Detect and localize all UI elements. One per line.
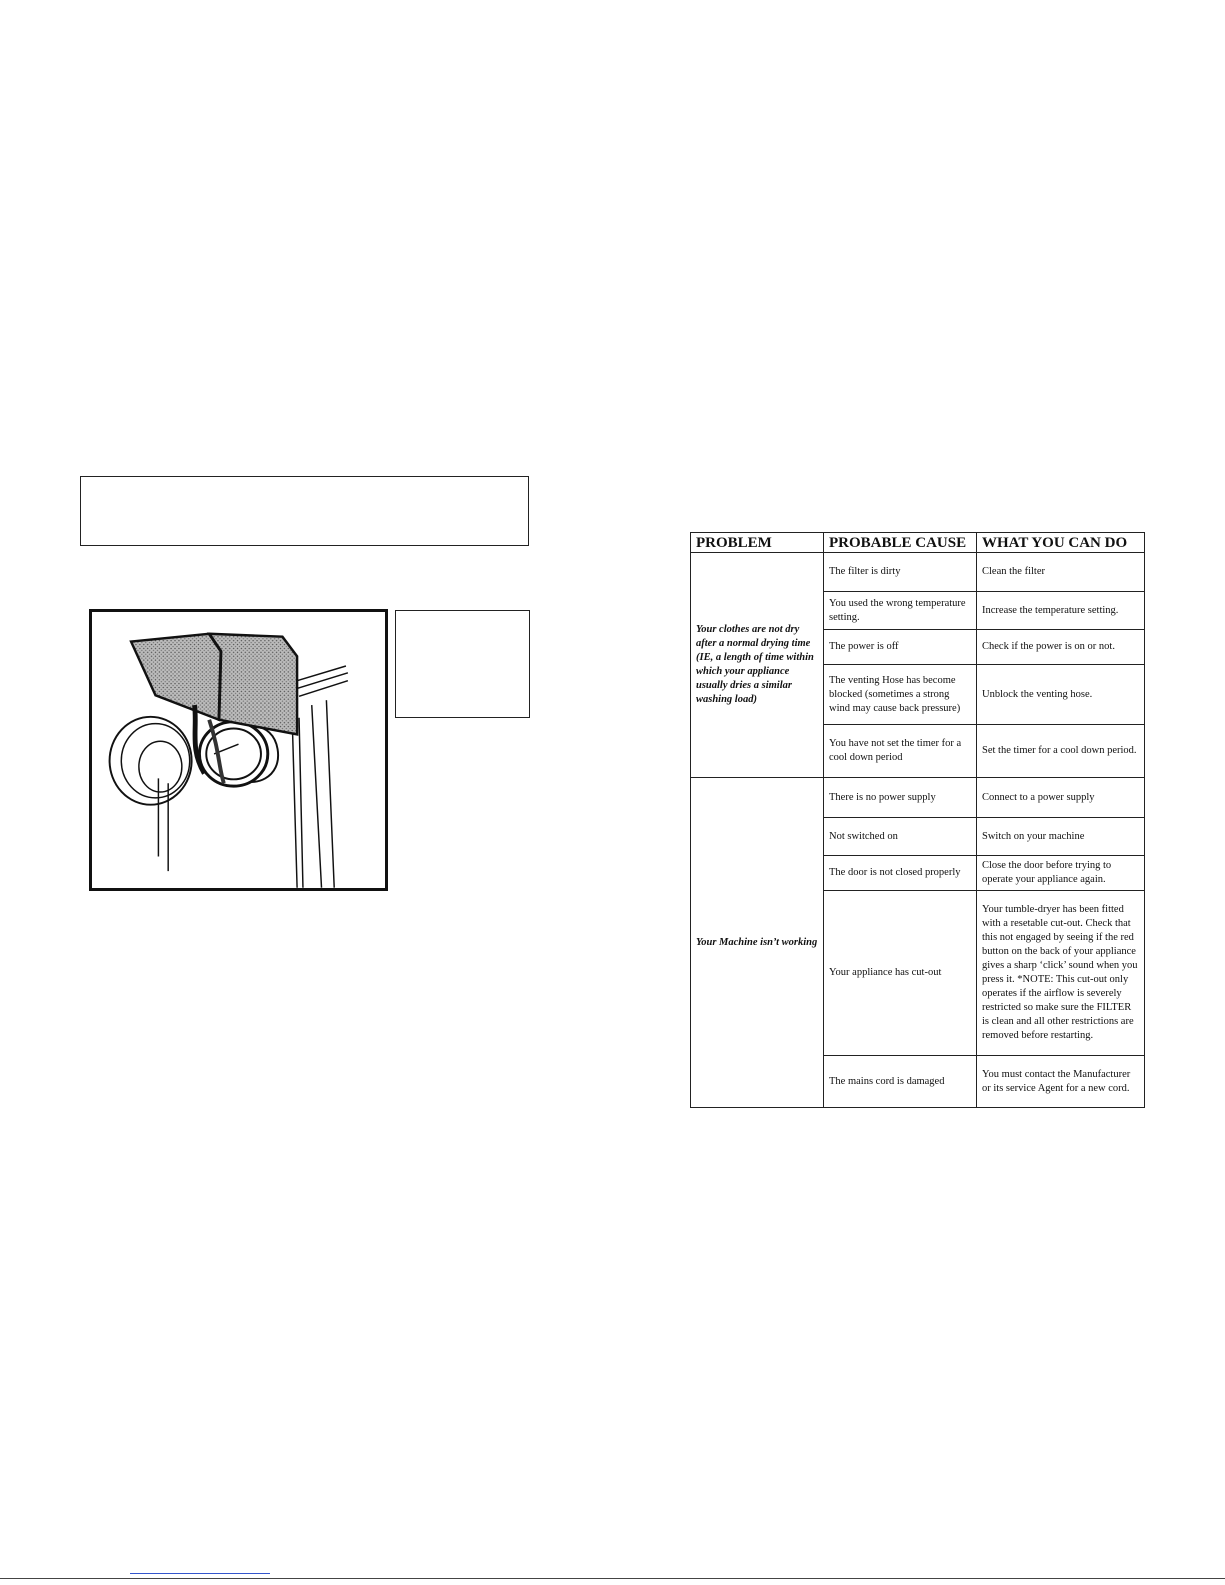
footer-link-underline[interactable] — [130, 1573, 270, 1574]
cause-cell: The filter is dirty — [824, 553, 977, 592]
action-cell: Close the door before trying to operate your appliance again. — [977, 856, 1145, 891]
cause-cell: The door is not closed properly — [824, 856, 977, 891]
action-cell: Clean the filter — [977, 553, 1145, 592]
header-what-you-can-do: WHAT YOU CAN DO — [977, 533, 1145, 553]
action-cell: You must contact the Manufacturer or its service Agent for a new cord. — [977, 1056, 1145, 1108]
header-problem: PROBLEM — [691, 533, 824, 553]
table-header-row — [691, 533, 1145, 553]
cause-cell: You have not set the timer for a cool down period — [824, 725, 977, 778]
cause-cell: The mains cord is damaged — [824, 1056, 977, 1108]
cause-cell: The power is off — [824, 630, 977, 665]
header-probable-cause: PROBABLE CAUSE — [824, 533, 977, 553]
troubleshooting-table — [690, 532, 1145, 1108]
action-cell: Connect to a power supply — [977, 778, 1145, 818]
action-cell: Switch on your machine — [977, 818, 1145, 856]
blank-note-box — [80, 476, 529, 546]
cause-cell: There is no power supply — [824, 778, 977, 818]
action-cell: Your tumble-dryer has been fitted with a resetable cut-out. Check that this not engaged by seeing if the red button on the back of your appliance gives a sharp ‘click’ sound when you press it. *NOTE: This cut-out only operates if the airflow is severely restricted so make sure the FILTER is clean and all other restrictions are removed before restarting. — [977, 891, 1145, 1056]
cause-cell: Your appliance has cut-out — [824, 891, 977, 1056]
dryer-filter-illustration — [89, 609, 388, 891]
side-note-box — [395, 610, 530, 718]
problem-not-dry: Your clothes are not dry after a normal drying time (IE, a length of time within which your appliance usually dries a similar washing load) — [691, 553, 824, 778]
cause-cell: The venting Hose has become blocked (sometimes a strong wind may cause back pressure) — [824, 665, 977, 725]
table-row — [691, 778, 1145, 818]
action-cell: Increase the temperature setting. — [977, 592, 1145, 630]
table-row — [691, 553, 1145, 592]
action-cell: Check if the power is on or not. — [977, 630, 1145, 665]
cause-cell: Not switched on — [824, 818, 977, 856]
problem-not-working: Your Machine isn’t working — [691, 778, 824, 1108]
footer-divider — [0, 1578, 1225, 1579]
cause-cell: You used the wrong temperature setting. — [824, 592, 977, 630]
action-cell: Set the timer for a cool down period. — [977, 725, 1145, 778]
action-cell: Unblock the venting hose. — [977, 665, 1145, 725]
